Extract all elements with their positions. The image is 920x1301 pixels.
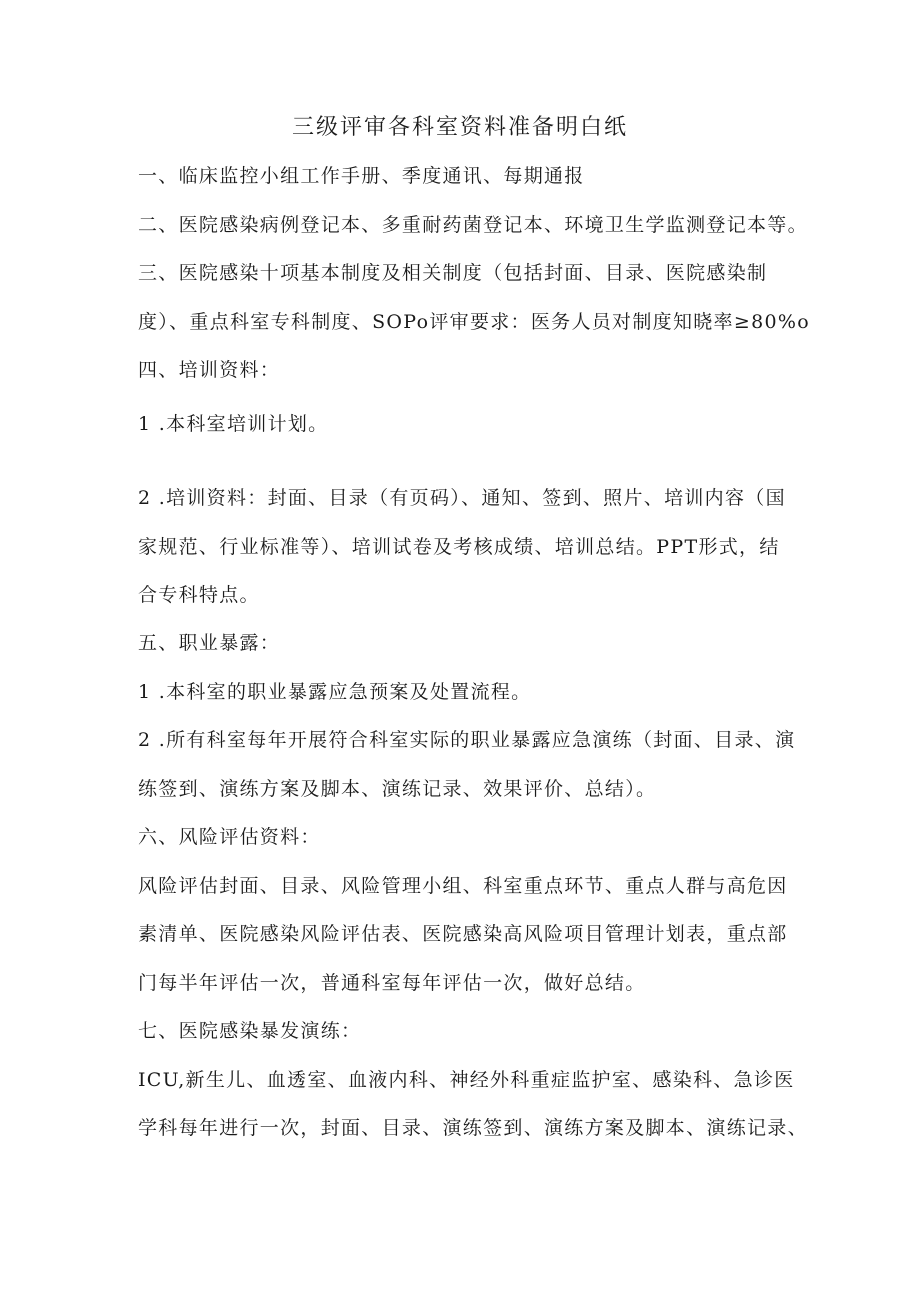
section-4-item-2-line-3: 合专科特点。: [138, 584, 260, 606]
section-3-line-1: 三、医院感染十项基本制度及相关制度（包括封面、目录、医院感染制: [138, 262, 768, 284]
section-6-line-1: 风险评估封面、目录、风险管理小组、科室重点环节、重点人群与高危因: [138, 875, 788, 897]
section-7-line-2: 学科每年进行一次，封面、目录、演练签到、演练方案及脚本、演练记录、: [138, 1117, 808, 1139]
section-7-line-1: ICU,新生儿、血透室、血液内科、神经外科重症监护室、感染科、急诊医: [138, 1069, 795, 1091]
section-7-heading: 七、医院感染暴发演练：: [138, 1020, 362, 1042]
section-2-heading: 二、医院感染病例登记本、多重耐药菌登记本、环境卫生学监测登记本等。: [138, 214, 808, 236]
section-4-heading: 四、培训资料：: [138, 359, 281, 381]
section-3-line-2: 度）、重点科室专科制度、SOPo评审要求：医务人员对制度知晓率≥80%o: [138, 311, 810, 333]
section-5-heading: 五、职业暴露：: [138, 632, 281, 654]
document-title: 三级评审各科室资料准备明白纸: [291, 115, 628, 140]
section-5-item-2-line-2: 练签到、演练方案及脚本、演练记录、效果评价、总结）。: [138, 778, 657, 800]
section-6-heading: 六、风险评估资料：: [138, 826, 321, 848]
section-5-item-2-line-1: 2 .所有科室每年开展符合科室实际的职业暴露应急演练（封面、目录、演: [138, 729, 796, 751]
section-6-line-3: 门每半年评估一次，普通科室每年评估一次，做好总结。: [138, 972, 646, 994]
section-5-item-1: 1 .本科室的职业暴露应急预案及处置流程。: [138, 681, 532, 703]
section-6-line-2: 素清单、医院感染风险评估表、医院感染高风险项目管理计划表，重点部: [138, 923, 788, 945]
section-4-item-2-line-1: 2 .培训资料：封面、目录（有页码）、通知、签到、照片、培训内容（国: [138, 487, 786, 509]
section-4-item-1: 1 .本科室培训计划。: [138, 413, 329, 435]
section-4-item-2-line-2: 家规范、行业标准等）、培训试卷及考核成绩、培训总结。PPT形式，结: [138, 536, 780, 558]
section-1-heading: 一、临床监控小组工作手册、季度通讯、每期通报: [138, 165, 585, 187]
